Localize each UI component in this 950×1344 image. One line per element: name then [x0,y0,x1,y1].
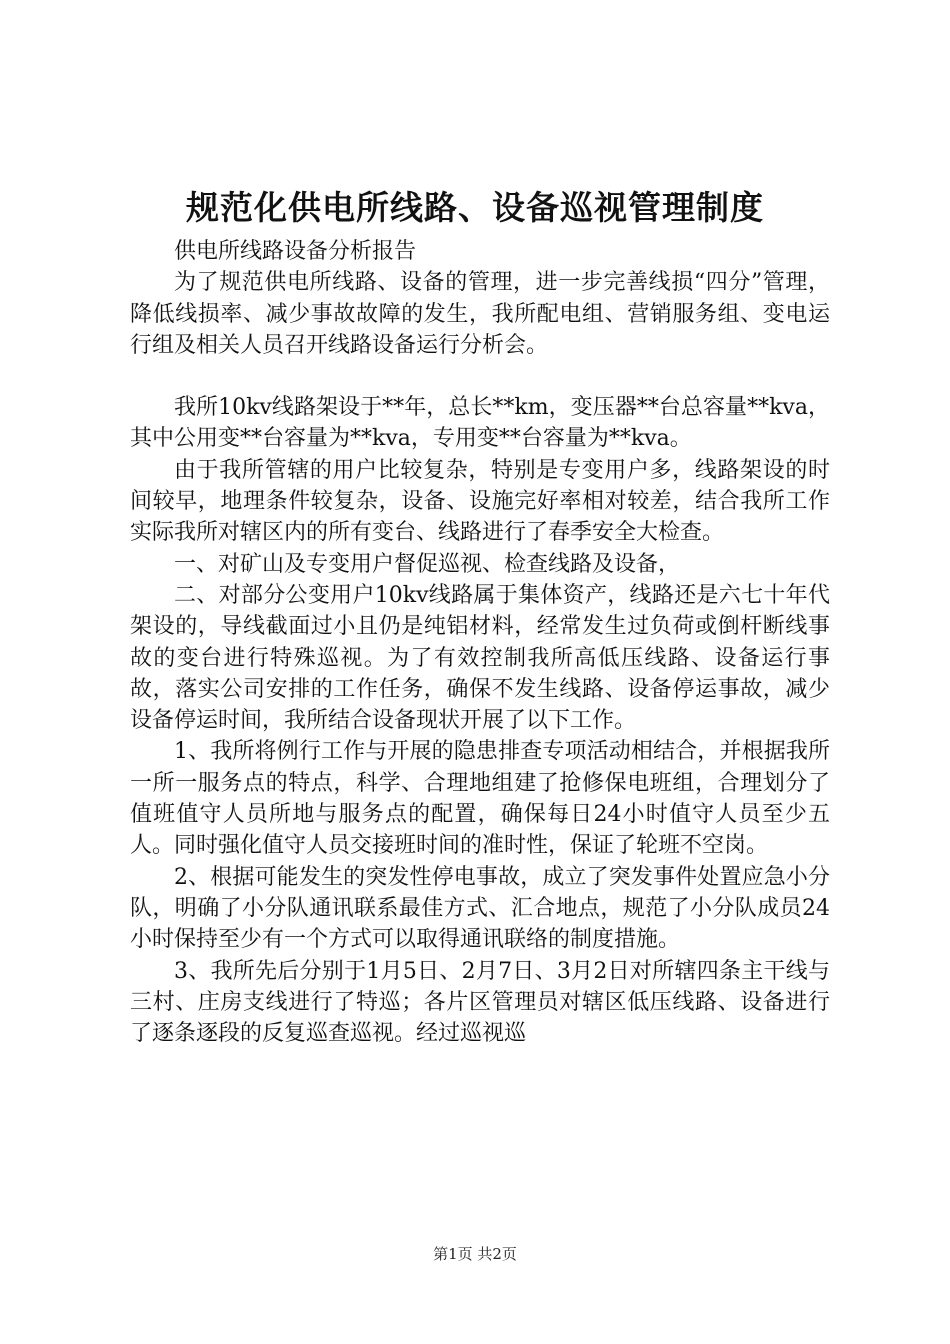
paragraph-measure-one: 1、我所将例行工作与开展的隐患排查专项活动相结合，并根据我所一所一服务点的特点，科学、合理地组建了抢修保电班组，合理划分了值班值守人员所地与服务点的配置，确保每日24小时值守人员至少五人。同时强化值守人员交接班时间的准时性，保证了轮班不空岗。 [130,739,830,859]
document-body [130,236,830,1049]
paragraph-line-overview: 我所10kv线路架设于**年，总长**km，变压器**台总容量**kva，其中公用变**台容量为**kva，专用变**台容量为**kva。 [130,395,830,452]
paragraph-measure-three: 3、我所先后分别于1月5日、2月7日、3月2日对所辖四条主干线与三村、庄房支线进行了特巡；各片区管理员对辖区低压线路、设备进行了逐条逐段的反复巡查巡视。经过巡视巡 [130,958,830,1047]
document-title: 规范化供电所线路、设备巡视管理制度 [186,188,764,227]
paragraph-subtitle: 供电所线路设备分析报告 [174,239,417,264]
paragraph-item-two: 二、对部分公变用户10kv线路属于集体资产，线路还是六七十年代架设的，导线截面过小且仍是纯铝材料，经常发生过负荷或倒杆断线事故的变台进行特殊巡视。为了有效控制我所高低压线路、设备运行事故，落实公司安排的工作任务，确保不发生线路、设备停运事故，减少设备停运时间，我所结合设备现状开展了以下工作。 [130,582,830,734]
page-number-footer: 第1页 共2页 [433,1245,517,1263]
paragraph-intro: 为了规范供电所线路、设备的管理，进一步完善线损“四分”管理，降低线损率、减少事故故障的发生，我所配电组、营销服务组、变电运行组及相关人员召开线路设备运行分析会。 [130,270,830,358]
paragraph-situation: 由于我所管辖的用户比较复杂，特别是专变用户多，线路架设的时间较早，地理条件较复杂，设备、设施完好率相对较差，结合我所工作实际我所对辖区内的所有变台、线路进行了春季安全大检查。 [130,457,830,546]
paragraph-item-one: 一、对矿山及专变用户督促巡视、检查线路及设备， [174,551,681,577]
paragraph-measure-two: 2、根据可能发生的突发性停电事故，成立了突发事件处置应急小分队，明确了小分队通讯联系最佳方式、汇合地点，规范了小分队成员24小时保持至少有一个方式可以取得通讯联络的制度措施。 [130,864,830,953]
